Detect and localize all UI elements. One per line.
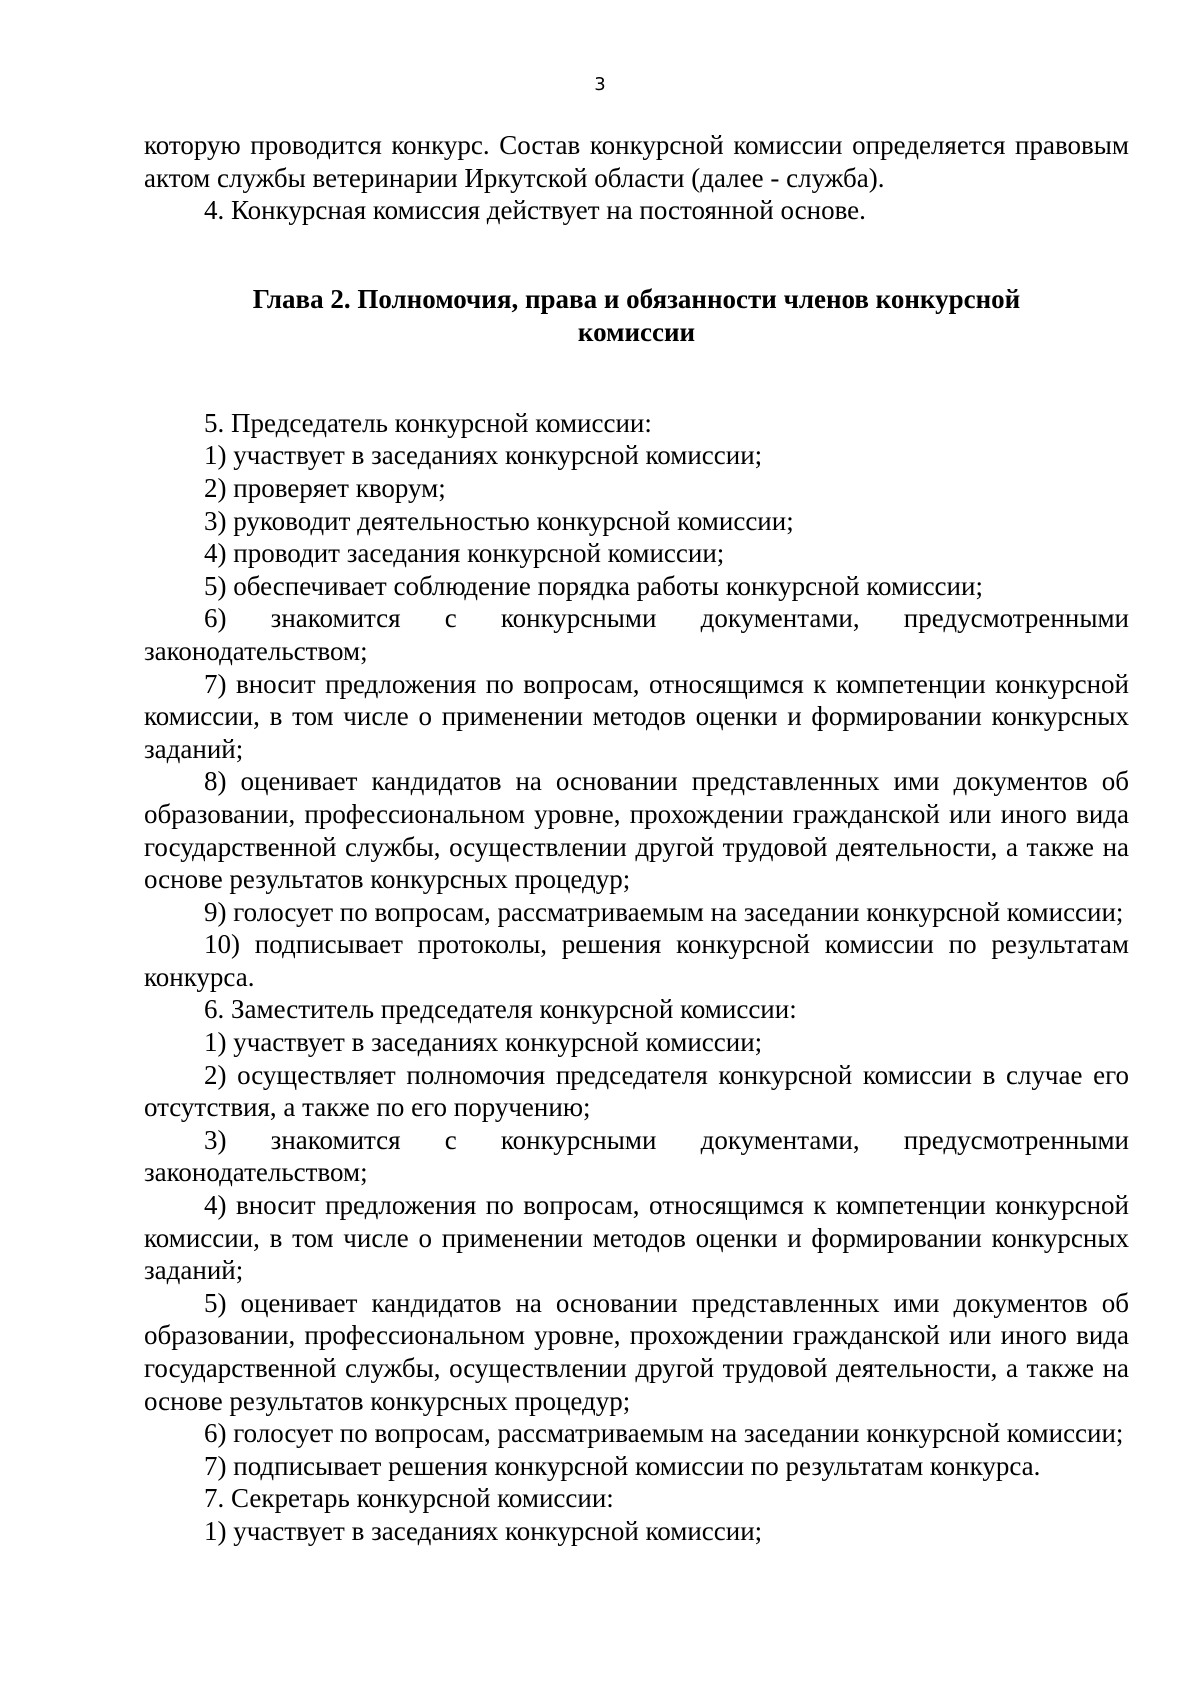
- list-item: 7) подписывает решения конкурсной комиссии по результатам конкурса.: [204, 1450, 1041, 1481]
- list-item: 2) осуществляет полномочия председателя конкурсной комиссии в случае его отсутствия, а также по его поручению;: [144, 1059, 1129, 1123]
- paragraph-clause-4: 4. Конкурсная комиссия действует на постоянной основе.: [204, 195, 866, 226]
- list-item: 1) участвует в заседаниях конкурсной комиссии;: [204, 1027, 763, 1058]
- list-item: 4) проводит заседания конкурсной комиссии;: [204, 538, 725, 569]
- list-item: 6) знакомится с конкурсными документами, предусмотренными законодательством;: [144, 603, 1129, 666]
- list-item: 6) голосует по вопросам, рассматриваемым на заседании конкурсной комиссии;: [204, 1418, 1124, 1449]
- list-item: 10) подписывает протоколы, решения конкурсной комиссии по результатам конкурса.: [144, 929, 1129, 992]
- list-item: 9) голосует по вопросам, рассматриваемым на заседании конкурсной комиссии;: [204, 896, 1124, 927]
- page-number: 3: [594, 74, 606, 95]
- document-body: [144, 129, 1129, 1548]
- list-item: 1) участвует в заседаниях конкурсной комиссии;: [204, 1515, 763, 1546]
- chapter-heading: [144, 283, 1129, 349]
- chapter-title-line-2: комиссии: [577, 316, 696, 347]
- list-item: 3) знакомится с конкурсными документами, предусмотренными законодательством;: [144, 1124, 1129, 1188]
- list-item: 3) руководит деятельностью конкурсной комиссии;: [204, 505, 794, 536]
- list-item: 5) оценивает кандидатов на основании представленных ими документов об образовании, профессиональном уровне, прохождении гражданской или иного вида государственной службы, осуществлении другой трудовой деятельности, а также на основе результатов конкурсных процедур;: [144, 1287, 1129, 1416]
- clause-heading-secretary: 7. Секретарь конкурсной комиссии:: [204, 1483, 614, 1514]
- list-item: 4) вносит предложения по вопросам, относящимся к компетенции конкурсной комиссии, в том числе о применении методов оценки и формировании конкурсных заданий;: [144, 1190, 1129, 1286]
- list-item: 5) обеспечивает соблюдение порядка работы конкурсной комиссии;: [204, 570, 983, 601]
- clause-heading-chair: 5. Председатель конкурсной комиссии:: [204, 407, 652, 438]
- paragraph-continuation: которую проводится конкурс. Состав конкурсной комиссии определяется правовым актом службы ветеринарии Иркутской области (далее - служба).: [144, 130, 1129, 193]
- list-item: 1) участвует в заседаниях конкурсной комиссии;: [204, 440, 763, 471]
- chapter-title-line-1: Глава 2. Полномочия, права и обязанности членов конкурсной: [252, 283, 1021, 314]
- list-item: 8) оценивает кандидатов на основании представленных ими документов об образовании, профессиональном уровне, прохождении гражданской или иного вида государственной службы, осуществлении другой трудовой деятельности, а также на основе результатов конкурсных процедур;: [144, 766, 1129, 895]
- list-item: 7) вносит предложения по вопросам, относящимся к компетенции конкурсной комиссии, в том числе о применении методов оценки и формировании конкурсных заданий;: [144, 668, 1129, 764]
- clause-heading-deputy: 6. Заместитель председателя конкурсной комиссии:: [204, 994, 797, 1025]
- list-item: 2) проверяет кворум;: [204, 472, 446, 503]
